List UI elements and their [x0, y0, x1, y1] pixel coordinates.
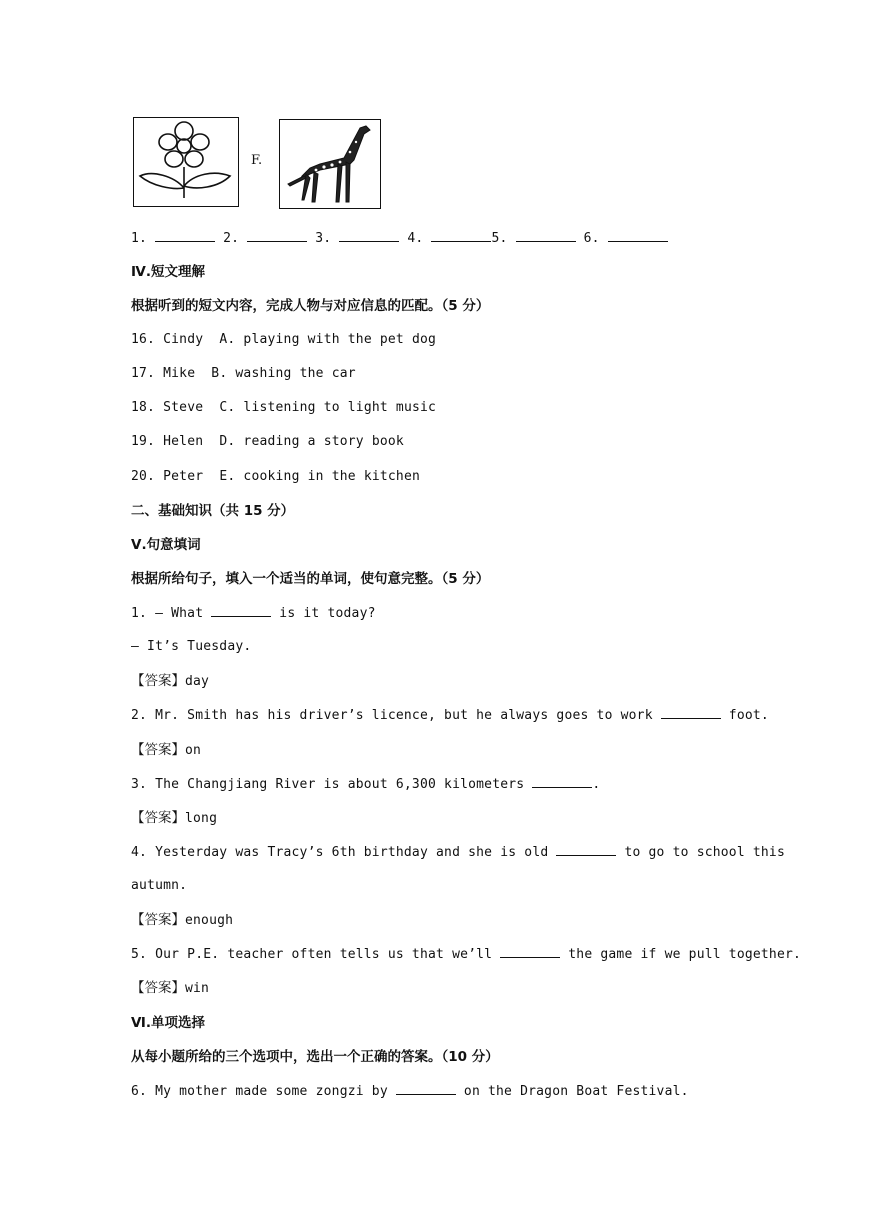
matching-item: 20. Peter E. cooking in the kitchen [131, 469, 421, 484]
section-v-instruction: 根据所给句子，填入一个适当的单词，使句意完整。（5 分） [131, 571, 490, 587]
answer-2: 【答案】on [131, 742, 202, 758]
blank-label-3: 3. [315, 231, 332, 246]
answer-blank-q1[interactable] [211, 604, 271, 617]
matching-item: 19. Helen D. reading a story book [131, 434, 404, 449]
answer-blank-2[interactable] [247, 229, 307, 242]
answer-blank-q2[interactable] [661, 706, 721, 719]
answer-blank-6[interactable] [608, 229, 668, 242]
answer-blank-5[interactable] [516, 229, 576, 242]
section-iv-instruction: 根据听到的短文内容，完成人物与对应信息的匹配。（5 分） [131, 298, 490, 314]
blank-label-4: 4. [407, 231, 424, 246]
answer-blank-q4[interactable] [556, 843, 616, 856]
answer-blank-1[interactable] [155, 229, 215, 242]
matching-item: 16. Cindy A. playing with the pet dog [131, 332, 437, 347]
section-v-title: Ⅴ.句意填词 [131, 537, 201, 553]
section-vi-instruction: 从每小题所给的三个选项中，选出一个正确的答案。（10 分） [131, 1049, 499, 1065]
flower-picture [133, 117, 239, 207]
answer-blank-q3[interactable] [532, 775, 592, 788]
blank-label-5: 5. [491, 231, 508, 246]
section-iv-title: Ⅳ.短文理解 [131, 264, 205, 280]
question-5: 5. Our P.E. teacher often tells us that we’ll the game if we pull together. [131, 947, 802, 962]
answer-blank-4[interactable] [431, 229, 491, 242]
blank-label-2: 2. [223, 231, 240, 246]
question-3: 3. The Changjiang River is about 6,300 kilometers . [131, 777, 601, 792]
blank-label-1: 1. [131, 231, 148, 246]
answer-1: 【答案】day [131, 673, 210, 689]
answer-blank-q6[interactable] [396, 1082, 456, 1095]
question-6: 6. My mother made some zongzi by on the Dragon Boat Festival. [131, 1084, 689, 1099]
section-vi-title: Ⅵ.单项选择 [131, 1015, 205, 1031]
answer-5: 【答案】win [131, 980, 210, 996]
question-4: 4. Yesterday was Tracy’s 6th birthday and she is old to go to school this [131, 845, 785, 860]
part-two-title: 二、基础知识（共 15 分） [131, 503, 295, 519]
picture-label-f: F. [251, 153, 263, 168]
matching-item: 17. Mike B. washing the car [131, 366, 356, 381]
matching-item: 18. Steve C. listening to light music [131, 400, 437, 415]
question-1b: — It’s Tuesday. [131, 639, 252, 654]
answer-blanks-row [131, 229, 668, 248]
question-4-continued: autumn. [131, 878, 188, 893]
blank-label-6: 6. [583, 231, 600, 246]
question-2: 2. Mr. Smith has his driver’s licence, but he always goes to work foot. [131, 708, 769, 723]
answer-blank-3[interactable] [339, 229, 399, 242]
answer-3: 【答案】long [131, 810, 218, 826]
question-1a: 1. — What is it today? [131, 606, 376, 621]
giraffe-picture [279, 119, 381, 209]
answer-4: 【答案】enough [131, 912, 234, 928]
answer-blank-q5[interactable] [500, 945, 560, 958]
